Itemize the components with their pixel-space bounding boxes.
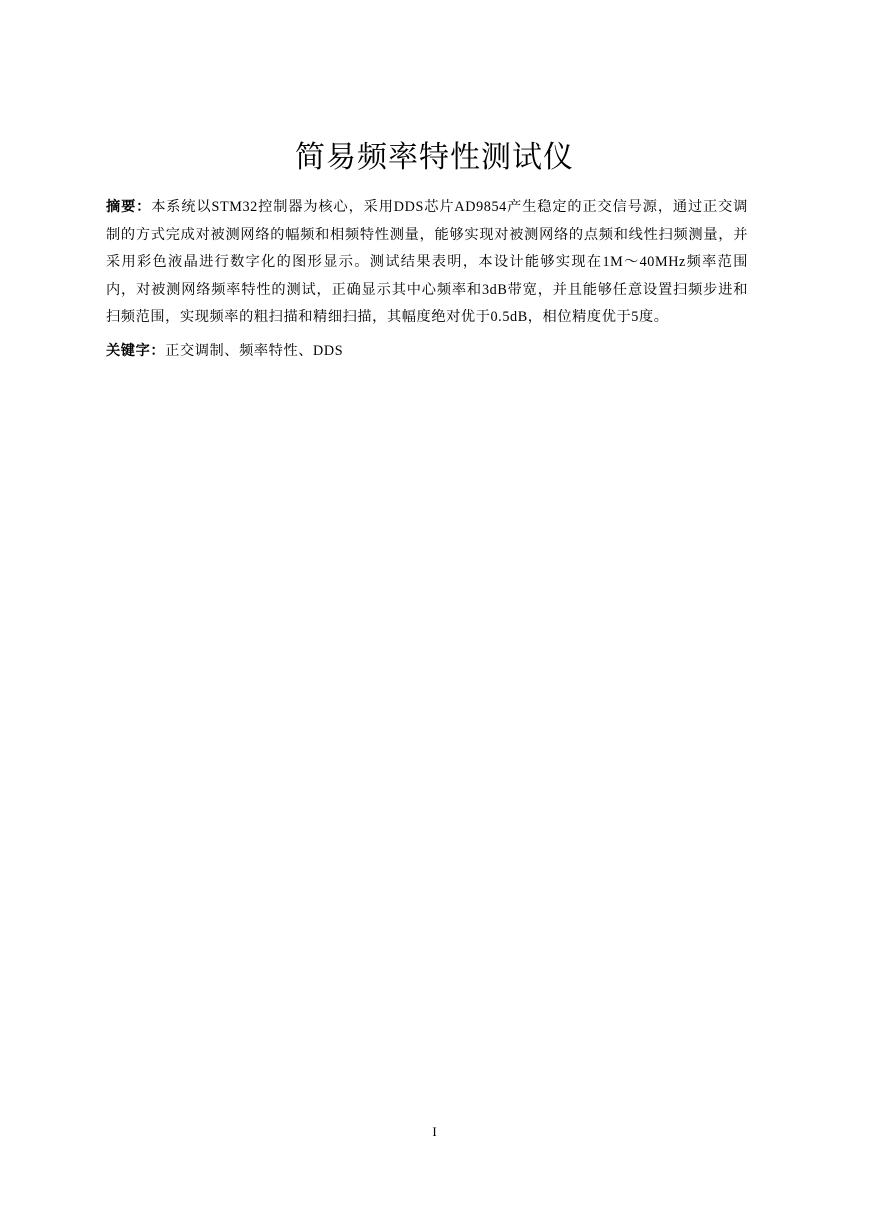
document-title: 简易频率特性测试仪 — [295, 140, 574, 175]
keywords-line — [106, 340, 748, 362]
keywords-text: 正交调制、频率特性、DDS — [165, 343, 344, 359]
page-number: I — [432, 1124, 437, 1139]
abstract-text: 本系统以STM32控制器为核心，采用DDS芯片AD9854产生稳定的正交信号源，通过正交调制的方式完成对被测网络的幅频和相频特性测量，能够实现对被测网络的点频和线性扫频测量，并采用彩色液晶进行数字化的图形显示。测试结果表明，本设计能够实现在1M～40MHz频率范围内，对被测网络频率特性的测试，正确显示其中心频率和3dB带宽，并且能够任意设置扫频步进和扫频范围，实现频率的粗扫描和精细扫描，其幅度绝对优于0.5dB，相位精度优于5度。 — [106, 199, 748, 325]
abstract-label: 摘要： — [106, 199, 152, 215]
abstract-paragraph — [106, 194, 748, 332]
keywords-label: 关键字： — [106, 343, 166, 359]
